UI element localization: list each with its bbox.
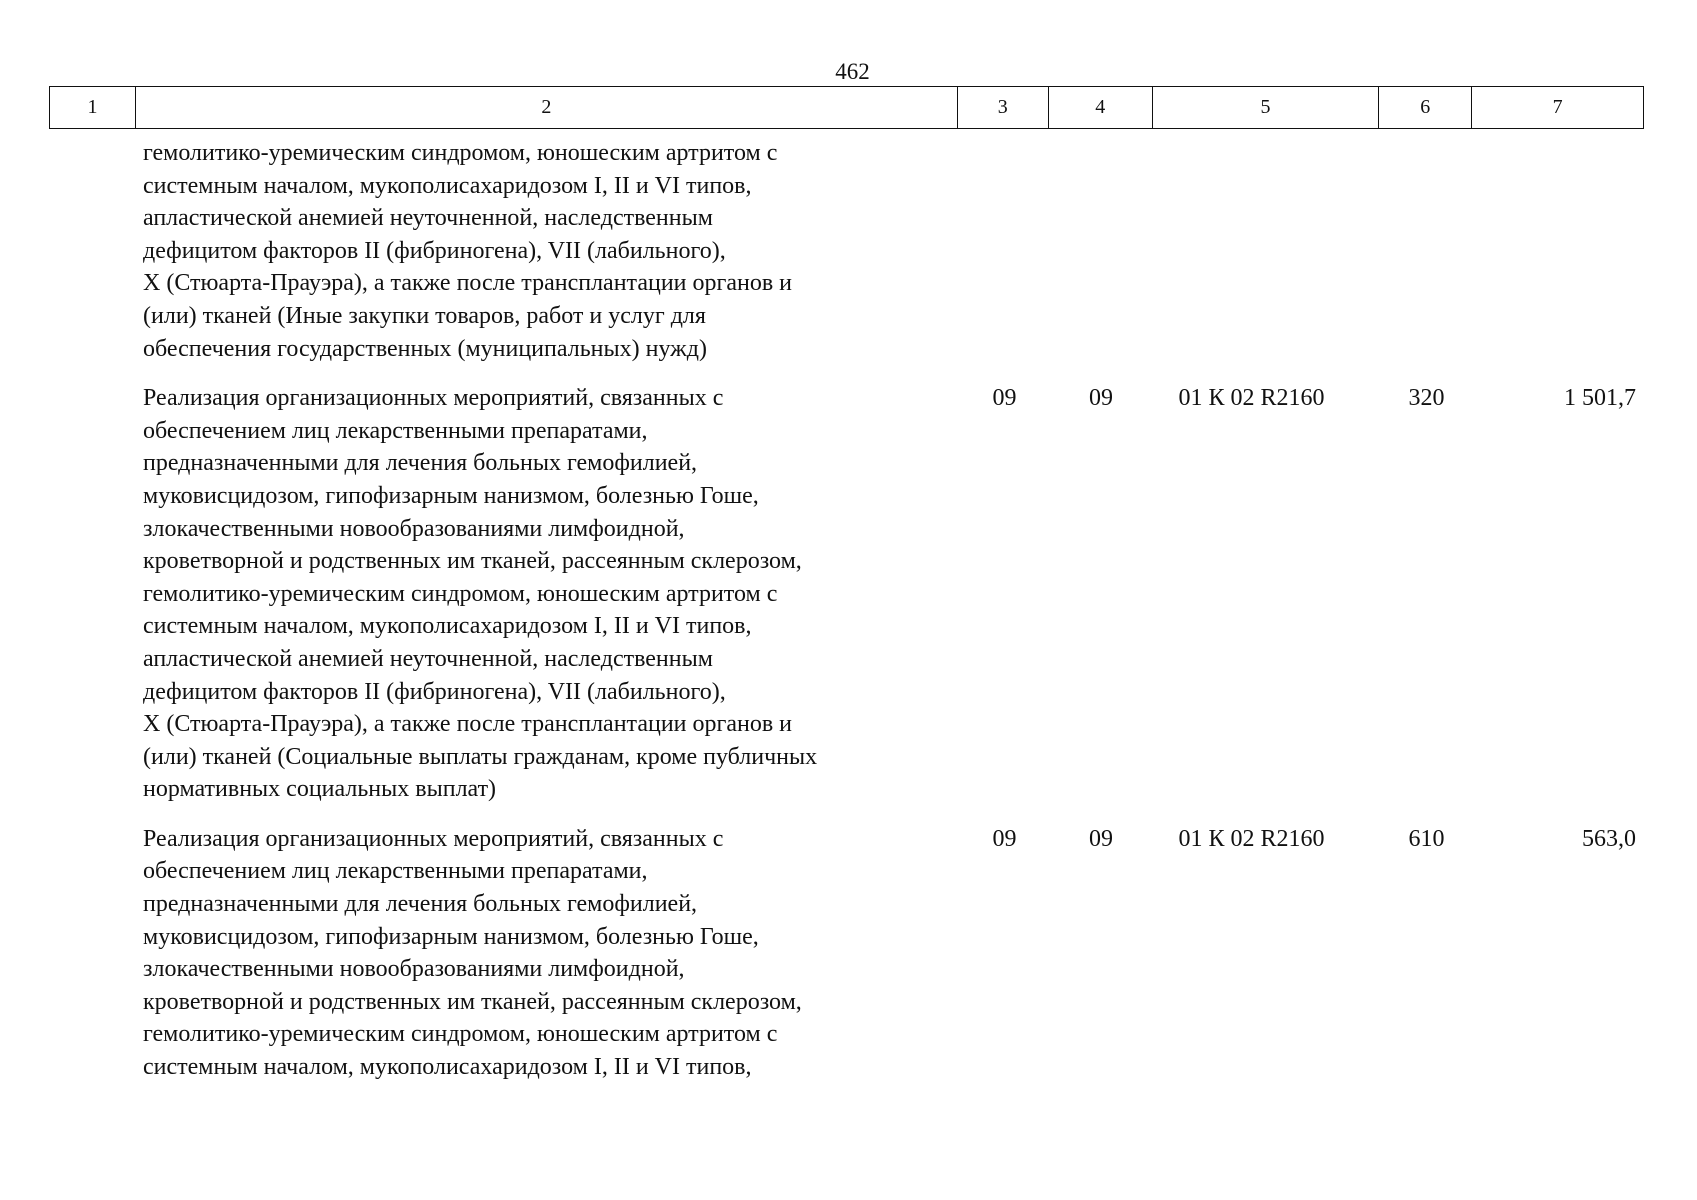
column-header-6: 6 bbox=[1379, 87, 1472, 128]
section-code: 09 bbox=[992, 825, 1017, 852]
row-description: гемолитико-уремическим синдромом, юношеским артритом с системным началом, мукополисахаридозом I, II и VI типов, апластической анемией неуточненной, наследственным дефицитом факторов II (фибриногена), VII (лабильного), X (Стюарта-Прауэра), а также после трансплантации органов и (или) тканей (Иные закупки товаров, работ и услуг для обеспечения государственных (муниципальных) нужд) bbox=[143, 140, 793, 362]
table-row bbox=[49, 137, 1644, 365]
subsection-code: 09 bbox=[1089, 385, 1113, 412]
table-row bbox=[49, 382, 1644, 806]
target-article-code: 01 К 02 R2160 bbox=[1178, 385, 1325, 412]
amount-value: 563,0 bbox=[1582, 825, 1636, 852]
column-header-7: 7 bbox=[1552, 96, 1563, 118]
row-description: Реализация организационных мероприятий, связанных с обеспечением лиц лекарственными препаратами, предназначенными для лечения больных гемофилией, муковисцидозом, гипофизарным нанизмом, болезнью Гоше, злокачественными новообразованиями лимфоидной, кроветворной и родственных им тканей, рассеянным склерозом, гемолитико-уремическим синдромом, юношеским артритом с системным началом, мукополисахаридозом I, II и VI типов, bbox=[143, 825, 802, 1081]
page-number: 462 bbox=[835, 59, 870, 84]
column-header-3: 3 bbox=[958, 87, 1049, 128]
expense-type-code: 320 bbox=[1408, 385, 1445, 412]
table-body bbox=[49, 137, 1644, 1101]
expense-type-code: 610 bbox=[1408, 825, 1445, 852]
table-row bbox=[49, 823, 1644, 1084]
amount-value: 1 501,7 bbox=[1564, 385, 1636, 412]
column-header-1: 1 bbox=[50, 87, 136, 128]
target-article-code: 01 К 02 R2160 bbox=[1178, 825, 1325, 852]
column-header-2: 2 bbox=[136, 87, 958, 128]
subsection-code: 09 bbox=[1089, 825, 1113, 852]
column-header-5: 5 bbox=[1153, 87, 1380, 128]
table-header bbox=[49, 86, 1644, 129]
column-header-4: 4 bbox=[1049, 87, 1153, 128]
section-code: 09 bbox=[992, 385, 1017, 412]
row-description: Реализация организационных мероприятий, связанных с обеспечением лиц лекарственными препаратами, предназначенными для лечения больных гемофилией, муковисцидозом, гипофизарным нанизмом, болезнью Гоше, злокачественными новообразованиями лимфоидной, кроветворной и родственных им тканей, рассеянным склерозом, гемолитико-уремическим синдромом, юношеским артритом с системным началом, мукополисахаридозом I, II и VI типов, апластической анемией неуточненной, наследственным дефицитом факторов II (фибриногена), VII (лабильного), X (Стюарта-Прауэра), а также после трансплантации органов и (или) тканей (Социальные выплаты гражданам, кроме публичных нормативных социальных выплат) bbox=[143, 385, 818, 803]
